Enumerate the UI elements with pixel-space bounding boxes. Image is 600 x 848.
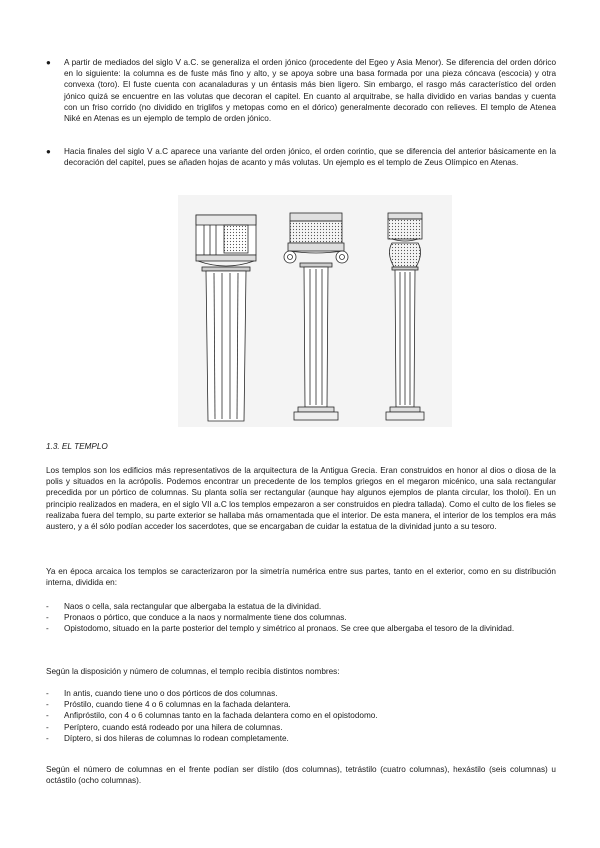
- list-item: [46, 612, 556, 623]
- greek-orders-drawing: [178, 195, 452, 427]
- list-item: [46, 733, 556, 744]
- columns-illustration: [178, 195, 452, 427]
- list-item-text: Próstilo, cuando tiene 4 o 6 columnas en la fachada delantera.: [64, 700, 291, 710]
- list-tipos-templo: [46, 688, 556, 744]
- dash-marker: -: [46, 733, 49, 743]
- bullet-marker: ●: [46, 58, 51, 67]
- list-item-text: Anfipróstilo, con 4 o 6 columnas tanto en la fachada delantera como en el opistodomo.: [64, 711, 378, 721]
- list-item-text: Díptero, si dos hileras de columnas lo rodean completamente.: [64, 733, 289, 743]
- list-partes-templo: [46, 601, 556, 635]
- dash-marker: -: [46, 722, 49, 732]
- bullet-text: Hacia finales del siglo V a.C aparece una variante del orden jónico, el orden corintio, que se diferencia del anterior básicamente en la decoración del capitel, pues se añaden hojas de acanto y más volutas. Un ejemplo es el templo de Zeus Olímpico en Atenas.: [64, 147, 556, 168]
- section-heading: 1.3. EL TEMPLO: [46, 442, 108, 451]
- dash-marker: -: [46, 602, 49, 611]
- paragraph-numero-columnas: Según el número de columnas en el frente podían ser dístilo (dos columnas), tetrástilo (cuatro columnas), hexástilo (seis columnas) u octástilo (ocho columnas).: [46, 765, 556, 786]
- list-item-text: Períptero, cuando está rodeado por una hilera de columnas.: [64, 722, 283, 732]
- dash-marker: -: [46, 613, 49, 623]
- bullet-corinthian-order: [46, 146, 556, 168]
- paragraph-templos: Los templos son los edificios más representativos de la arquitectura de la Antigua Grecia. Eran construidos en honor al dios o diosa de la polis y situados en la acrópolis. Podemos encontrar un precedente de los templos griegos en el megaron micénico, una sala rectangular precedida por un pórtico de columnas. Su planta solía ser rectangular (aunque hay algunos ejemplos de planta circular, los tholoi). En un principio realizados en madera, en el siglo VII a.C los templos empezaron a ser construidos en piedra tallada). Como el culto de los fieles se realizaba fuera del templo, su parte exterior se hallaba más ornamentada que el interior. De esta manera, el interior de los templos era más austero, y a él sólo podían acceder los sacerdotes, que se encargaban de cuidar la estatua de la divinidad junto a su tesoro.: [46, 466, 556, 532]
- list-item-text: Pronaos o pórtico, que conduce a la naos y normalmente tiene dos columnas.: [64, 613, 347, 623]
- list-item-text: In antis, cuando tiene uno o dos pórticos de dos columnas.: [64, 689, 278, 698]
- dash-marker: -: [46, 700, 49, 710]
- list-item: [46, 710, 556, 721]
- corinthian-column: [386, 213, 424, 420]
- bullet-text: A partir de mediados del siglo V a.C. se generaliza el orden jónico (procedente del Egeo y Asia Menor). Se diferencia del orden dórico en lo siguiente: la columna es de fuste más fino y alto, y se apoya sobre una basa formada por una pieza cóncava (escocia) y otra convexa (toro). El fuste cuenta con acanaladuras y un éntasis más bien ligero. Sin embargo, el rasgo más característico del orden jónico quizá se encuentre en las volutas que decoran el capitel. En cuanto al arquitrabe, se halla dividido en varias bandas y cuenta con un friso corrido (no dividido en triglifos y metopas como en el dórico) generalmente decorado con relieves. El templo de Atenea Niké en Atenas es un ejemplo de templo de orden jónico.: [64, 58, 556, 124]
- dash-marker: -: [46, 711, 49, 721]
- paragraph-disposicion: Según la disposición y número de columnas, el templo recibía distintos nombres:: [46, 667, 340, 676]
- doric-column: [196, 215, 256, 421]
- dash-marker: -: [46, 624, 49, 634]
- list-item-text: Naos o cella, sala rectangular que albergaba la estatua de la divinidad.: [64, 602, 322, 611]
- paragraph-simetria: Ya en época arcaica los templos se caracterizaron por la simetría numérica entre sus partes, tanto en el exterior, como en su distribución interna, dividida en:: [46, 567, 556, 588]
- bullet-ionic-order: [46, 57, 556, 124]
- list-item: [46, 623, 556, 634]
- list-item-text: Opistodomo, situado en la parte posterior del templo y simétrico al pronaos. Se cree que albergaba el tesoro de la divinidad.: [64, 624, 515, 634]
- ionic-column: [284, 213, 348, 420]
- dash-marker: -: [46, 689, 49, 698]
- bullet-marker: ●: [46, 147, 51, 156]
- list-item: [46, 688, 556, 699]
- list-item: [46, 699, 556, 710]
- list-item: [46, 601, 556, 612]
- list-item: [46, 722, 556, 733]
